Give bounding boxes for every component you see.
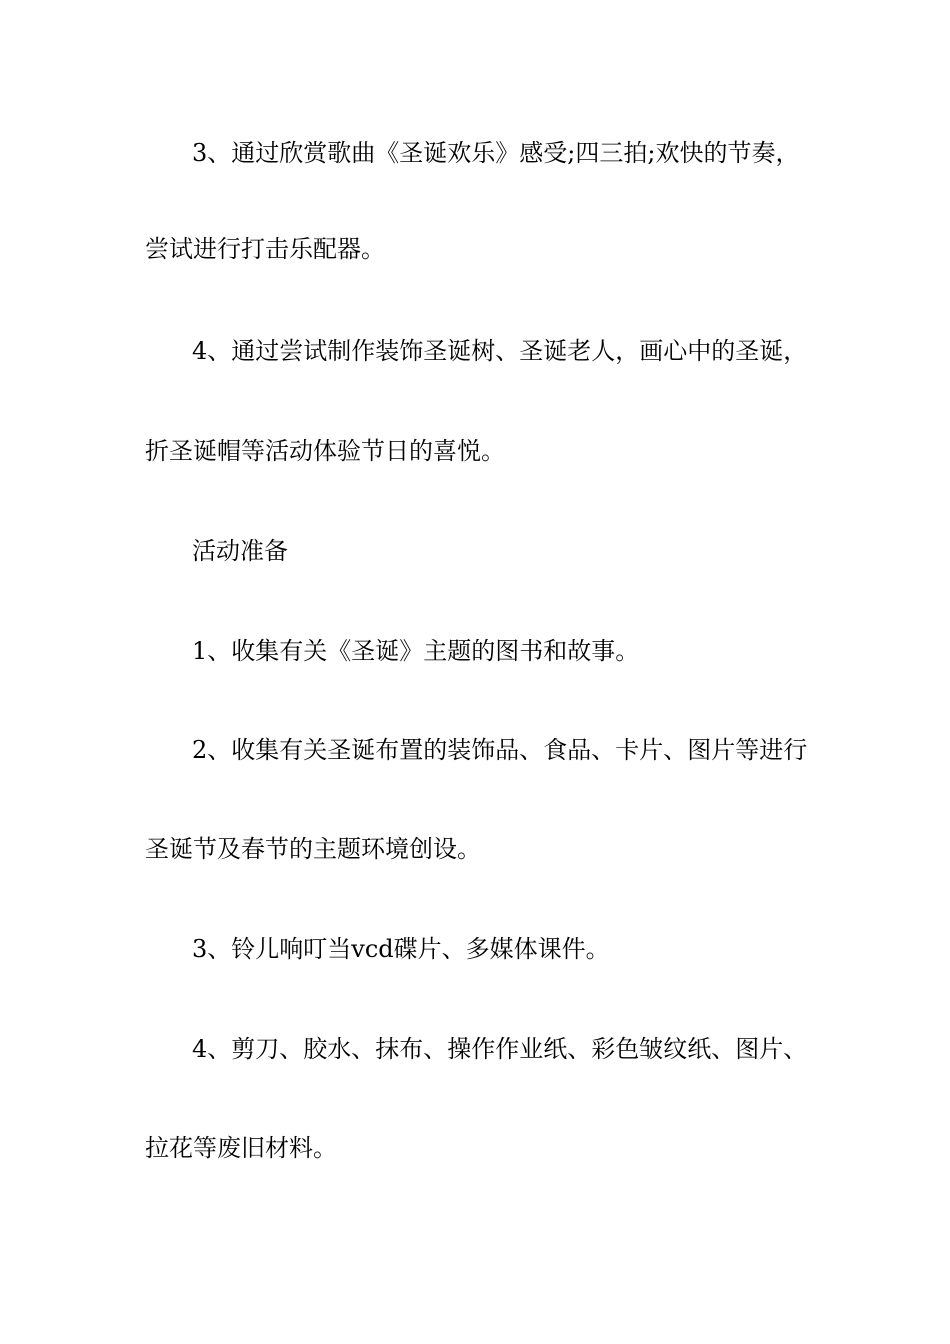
text-line-prep-2-cont: 圣诞节及春节的主题环境创设。 [145, 835, 481, 863]
section-heading-preparation: 活动准备 [192, 537, 288, 565]
text-line-prep-4: 4、剪刀、胶水、抹布、操作作业纸、彩色皱纹纸、图片、 [192, 1035, 808, 1063]
text-line-prep-1: 1、收集有关《圣诞》主题的图书和故事。 [192, 637, 640, 665]
text-line-prep-4-cont: 拉花等废旧材料。 [145, 1134, 337, 1162]
text-line-goal-4-cont: 折圣诞帽等活动体验节日的喜悦。 [145, 437, 505, 465]
text-line-prep-2: 2、收集有关圣诞布置的装饰品、食品、卡片、图片等进行 [192, 736, 808, 764]
text-line-goal-4: 4、通过尝试制作装饰圣诞树、圣诞老人，画心中的圣诞， [192, 337, 808, 365]
text-line-goal-3: 3、通过欣赏歌曲《圣诞欢乐》感受;四三拍;欢快的节奏， [192, 139, 800, 167]
text-line-goal-3-cont: 尝试进行打击乐配器。 [145, 235, 385, 263]
text-line-prep-3: 3、铃儿响叮当vcd碟片、多媒体课件。 [192, 935, 610, 963]
